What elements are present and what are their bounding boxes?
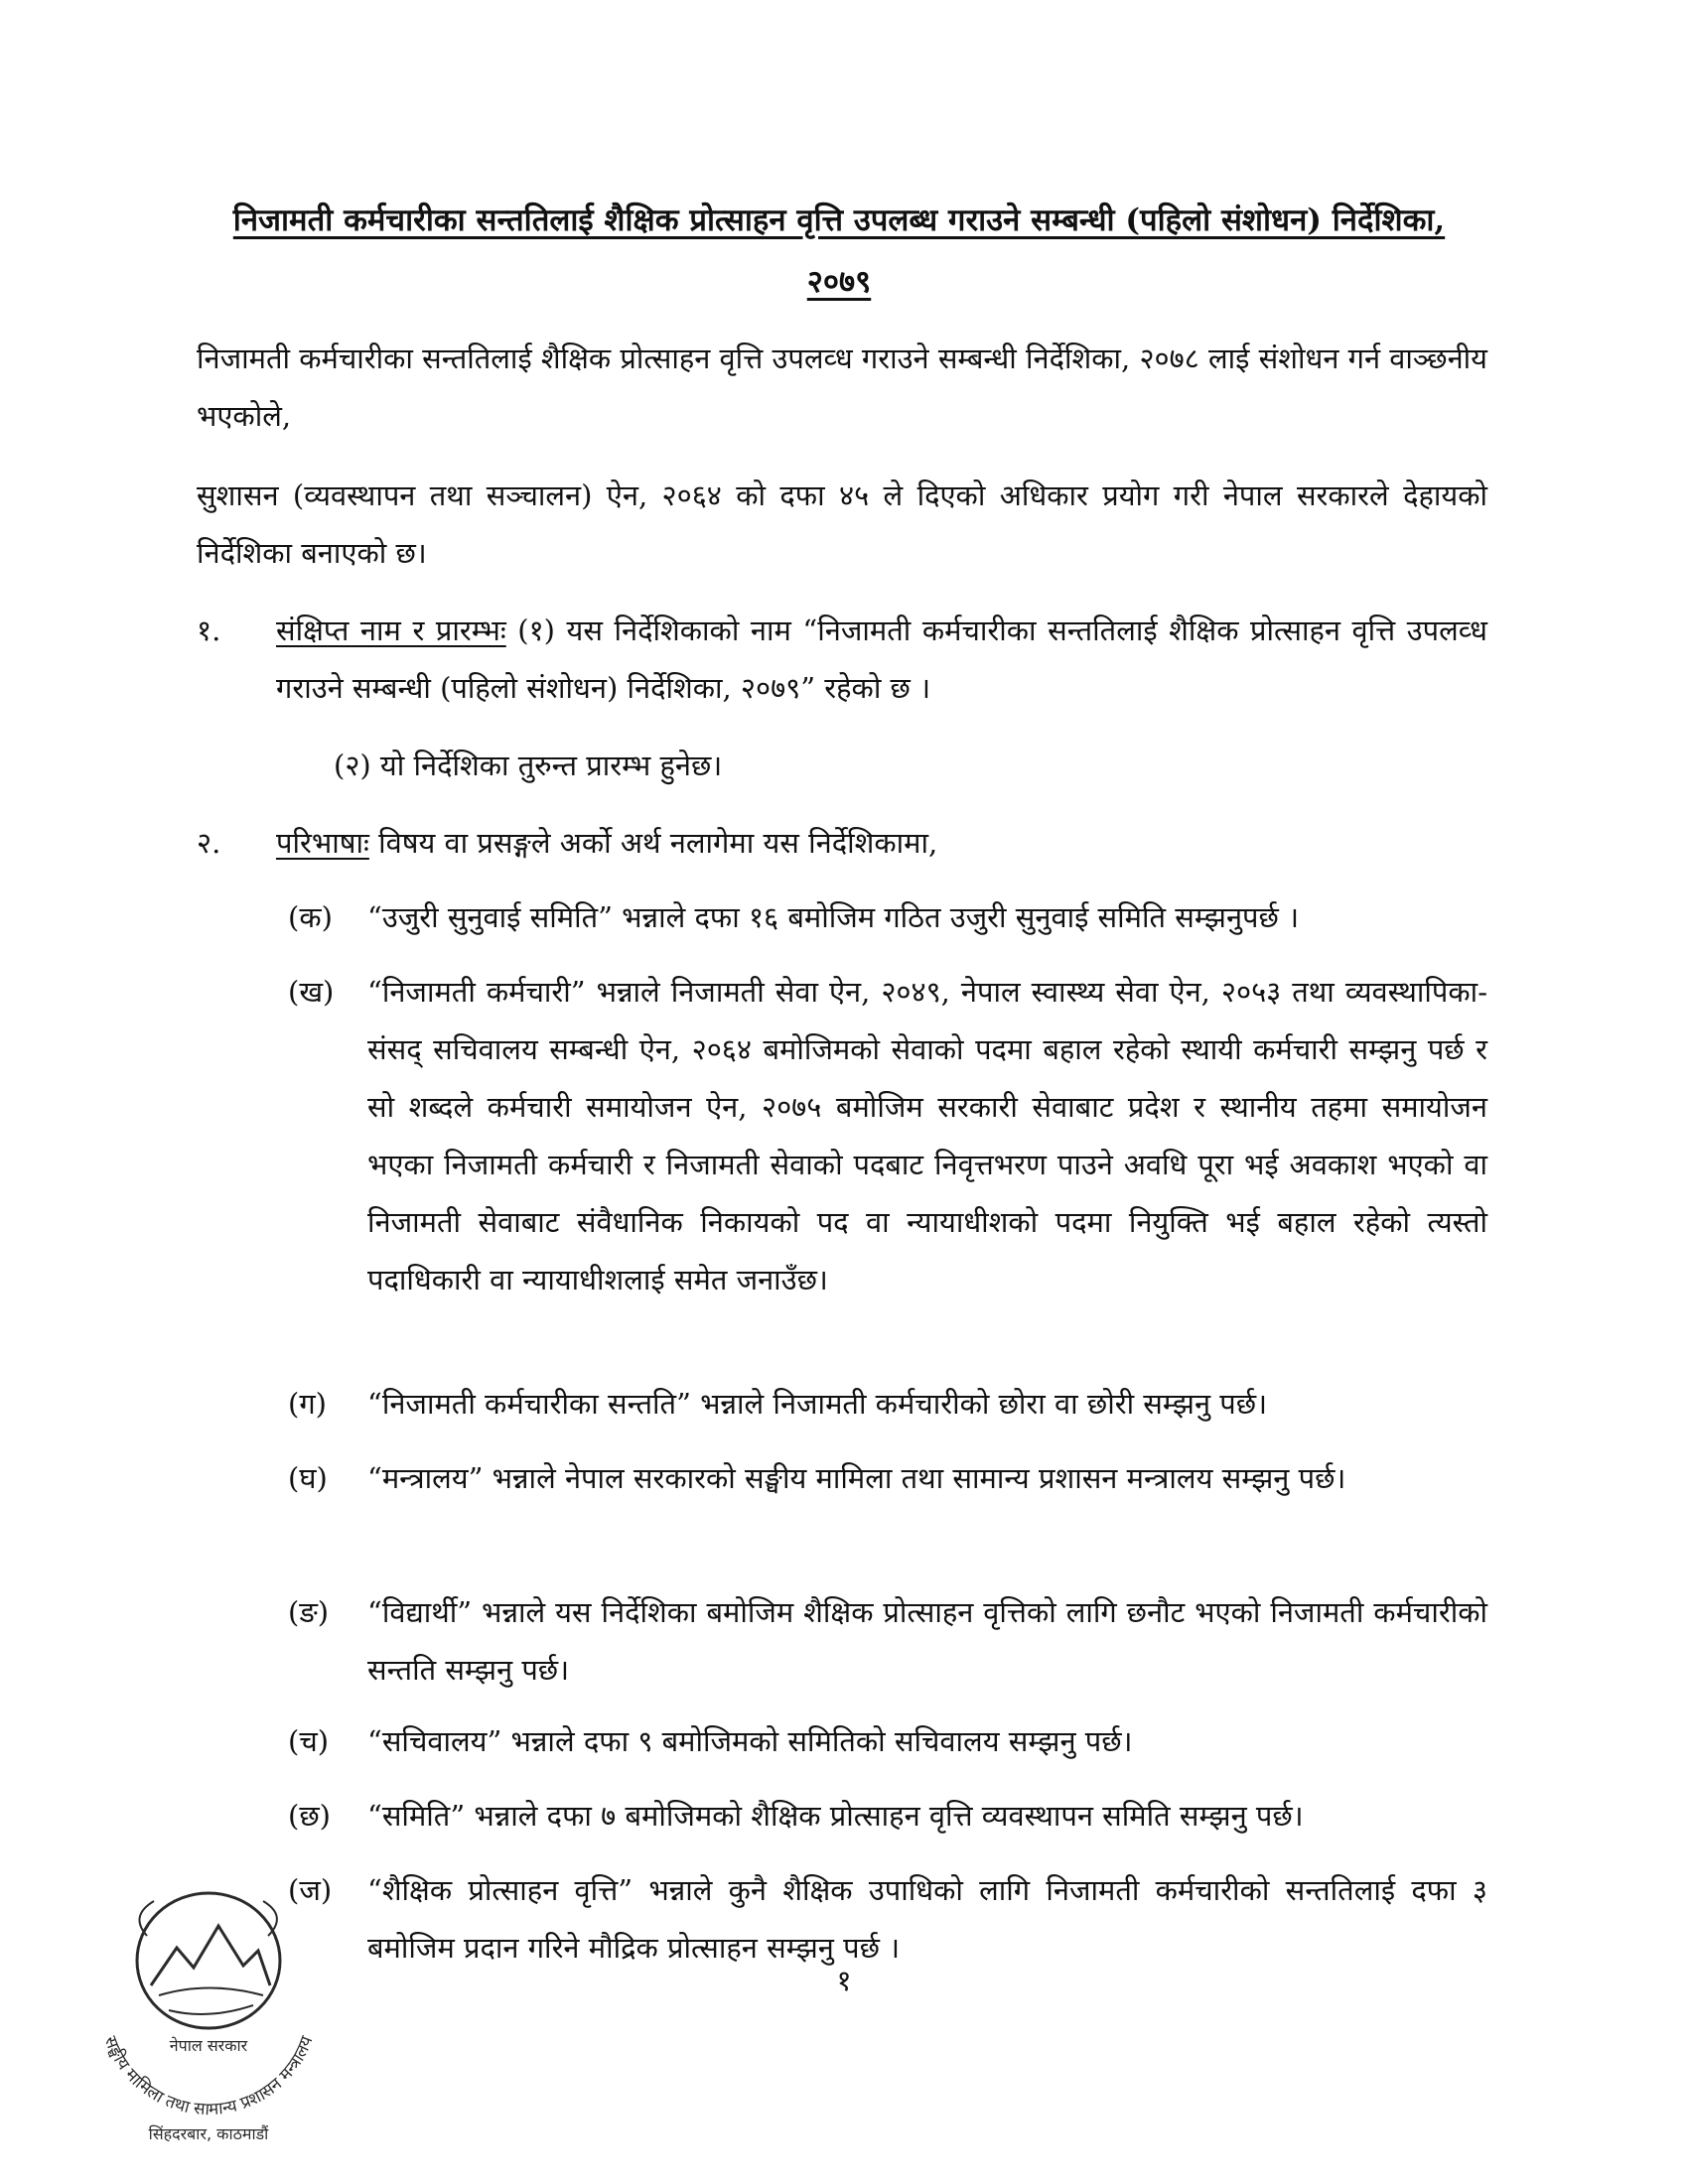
document-title-year: २०७९: [806, 264, 872, 300]
government-seal-stamp: [60, 1856, 357, 2154]
seal-text-bottom: सिंहदरबार, काठमाडौं: [148, 2124, 269, 2143]
clause-text: “समिति” भन्नाले दफा ७ बमोजिमको शैक्षिक प्रोत्साहन वृत्ति व्यवस्थापन समिति सम्झनु पर्छ।: [367, 1799, 1304, 1833]
section-text: विषय वा प्रसङ्गले अर्को अर्थ नलागेमा यस निर्देशिकामा,: [368, 826, 938, 860]
clause-label: (ङ): [288, 1595, 330, 1629]
clause-label: (ग): [288, 1387, 327, 1421]
section-number: २.: [197, 826, 221, 860]
section-number: १.: [197, 614, 221, 647]
section-heading: संक्षिप्त नाम र प्रारम्भः: [276, 614, 506, 647]
page-number: १: [836, 1964, 852, 1997]
section-heading: परिभाषाः: [276, 826, 369, 860]
seal-text-top: नेपाल सरकार: [169, 2036, 248, 2055]
section-body: [276, 602, 1487, 717]
clause-label: (ख): [288, 975, 335, 1009]
section-body: [276, 814, 1487, 872]
clause-label: (च): [288, 1724, 330, 1758]
preamble-paragraph-1: निजामती कर्मचारीका सन्ततिलाई शैक्षिक प्रोत्साहन वृत्ति उपलव्ध गराउने सम्बन्धी निर्देशिका, २०७८ लाई संशोधन गर्न वाञ्छनीय भएकोले,: [197, 341, 1487, 433]
clause-text: “निजामती कर्मचारी” भन्नाले निजामती सेवा ऐन, २०४९, नेपाल स्वास्थ्य सेवा ऐन, २०५३ तथा व्यवस्थापिका-संसद् सचिवालय सम्बन्धी ऐन, २०६४ बमोजिमको सेवाको पदमा बहाल रहेको स्थायी कर्मचारी सम्झनु पर्छ र सो शब्दले कर्मचारी समायोजन ऐन, २०७५ बमोजिम सरकारी सेवाबाट प्रदेश र स्थानीय तहमा समायोजन भएका निजामती कर्मचारी र निजामती सेवाको पदबाट निवृत्तभरण पाउने अवधि पूरा भई अवकाश भएको वा निजामती सेवाबाट संवैधानिक निकायको पद वा न्यायाधीशको पदमा नियुक्ति भई बहाल रहेको त्यस्तो पदाधिकारी वा न्यायाधीशलाई समेत जनाउँछ।: [367, 975, 1487, 1297]
section-1-subsection-2: (२) यो निर्देशिका तुरुन्त प्रारम्भ हुनेछ।: [334, 749, 723, 782]
clause-text: “शैक्षिक प्रोत्साहन वृत्ति” भन्नाले कुनै शैक्षिक उपाधिको लागि निजामती कर्मचारीको सन्ततिलाई दफा ३ बमोजिम प्रदान गरिने मौद्रिक प्रोत्साहन सम्झनु पर्छ ।: [367, 1873, 1487, 1965]
clause-text: “सचिवालय” भन्नाले दफा ९ बमोजिमको समितिको सचिवालय सम्झनु पर्छ।: [367, 1724, 1133, 1758]
clause-text: “उजुरी सुनुवाई समिति” भन्नाले दफा १६ बमोजिम गठित उजुरी सुनुवाई समिति सम्झनुपर्छ ।: [367, 900, 1300, 934]
preamble-paragraph-2: सुशासन (व्यवस्थापन तथा सञ्चालन) ऐन, २०६४ को दफा ४५ ले दिएको अधिकार प्रयोग गरी नेपाल सरकारले देहायको निर्देशिका बनाएको छ।: [197, 478, 1487, 570]
clause-text: “विद्यार्थी” भन्नाले यस निर्देशिका बमोजिम शैक्षिक प्रोत्साहन वृत्तिको लागि छनौट भएको निजामती कर्मचारीको सन्तति सम्झनु पर्छ।: [367, 1595, 1487, 1687]
clause-label: (घ): [288, 1461, 328, 1495]
clause-text: “मन्त्रालय” भन्नाले नेपाल सरकारको सङ्घीय मामिला तथा सामान्य प्रशासन मन्त्रालय सम्झनु पर्छ।: [367, 1461, 1346, 1495]
seal-text-arc: सङ्घीय मामिला तथा सामान्य प्रशासन मन्त्रालय: [99, 2033, 318, 2120]
clause-label: (छ): [288, 1799, 331, 1833]
section-text: (१) यस निर्देशिकाको नाम “निजामती कर्मचारीका सन्ततिलाई शैक्षिक प्रोत्साहन वृत्ति उपलव्ध गराउने सम्बन्धी (पहिलो संशोधन) निर्देशिका, २०७९” रहेको छ ।: [276, 614, 1487, 705]
clause-text: “निजामती कर्मचारीका सन्तति” भन्नाले निजामती कर्मचारीको छोरा वा छोरी सम्झनु पर्छ।: [367, 1387, 1268, 1421]
document-title: निजामती कर्मचारीका सन्ततिलाई शैक्षिक प्रोत्साहन वृत्ति उपलब्ध गराउने सम्बन्धी (पहिलो संशोधन) निर्देशिका,: [232, 203, 1446, 238]
clause-label: (ज): [288, 1873, 333, 1907]
clause-label: (क): [288, 900, 333, 934]
